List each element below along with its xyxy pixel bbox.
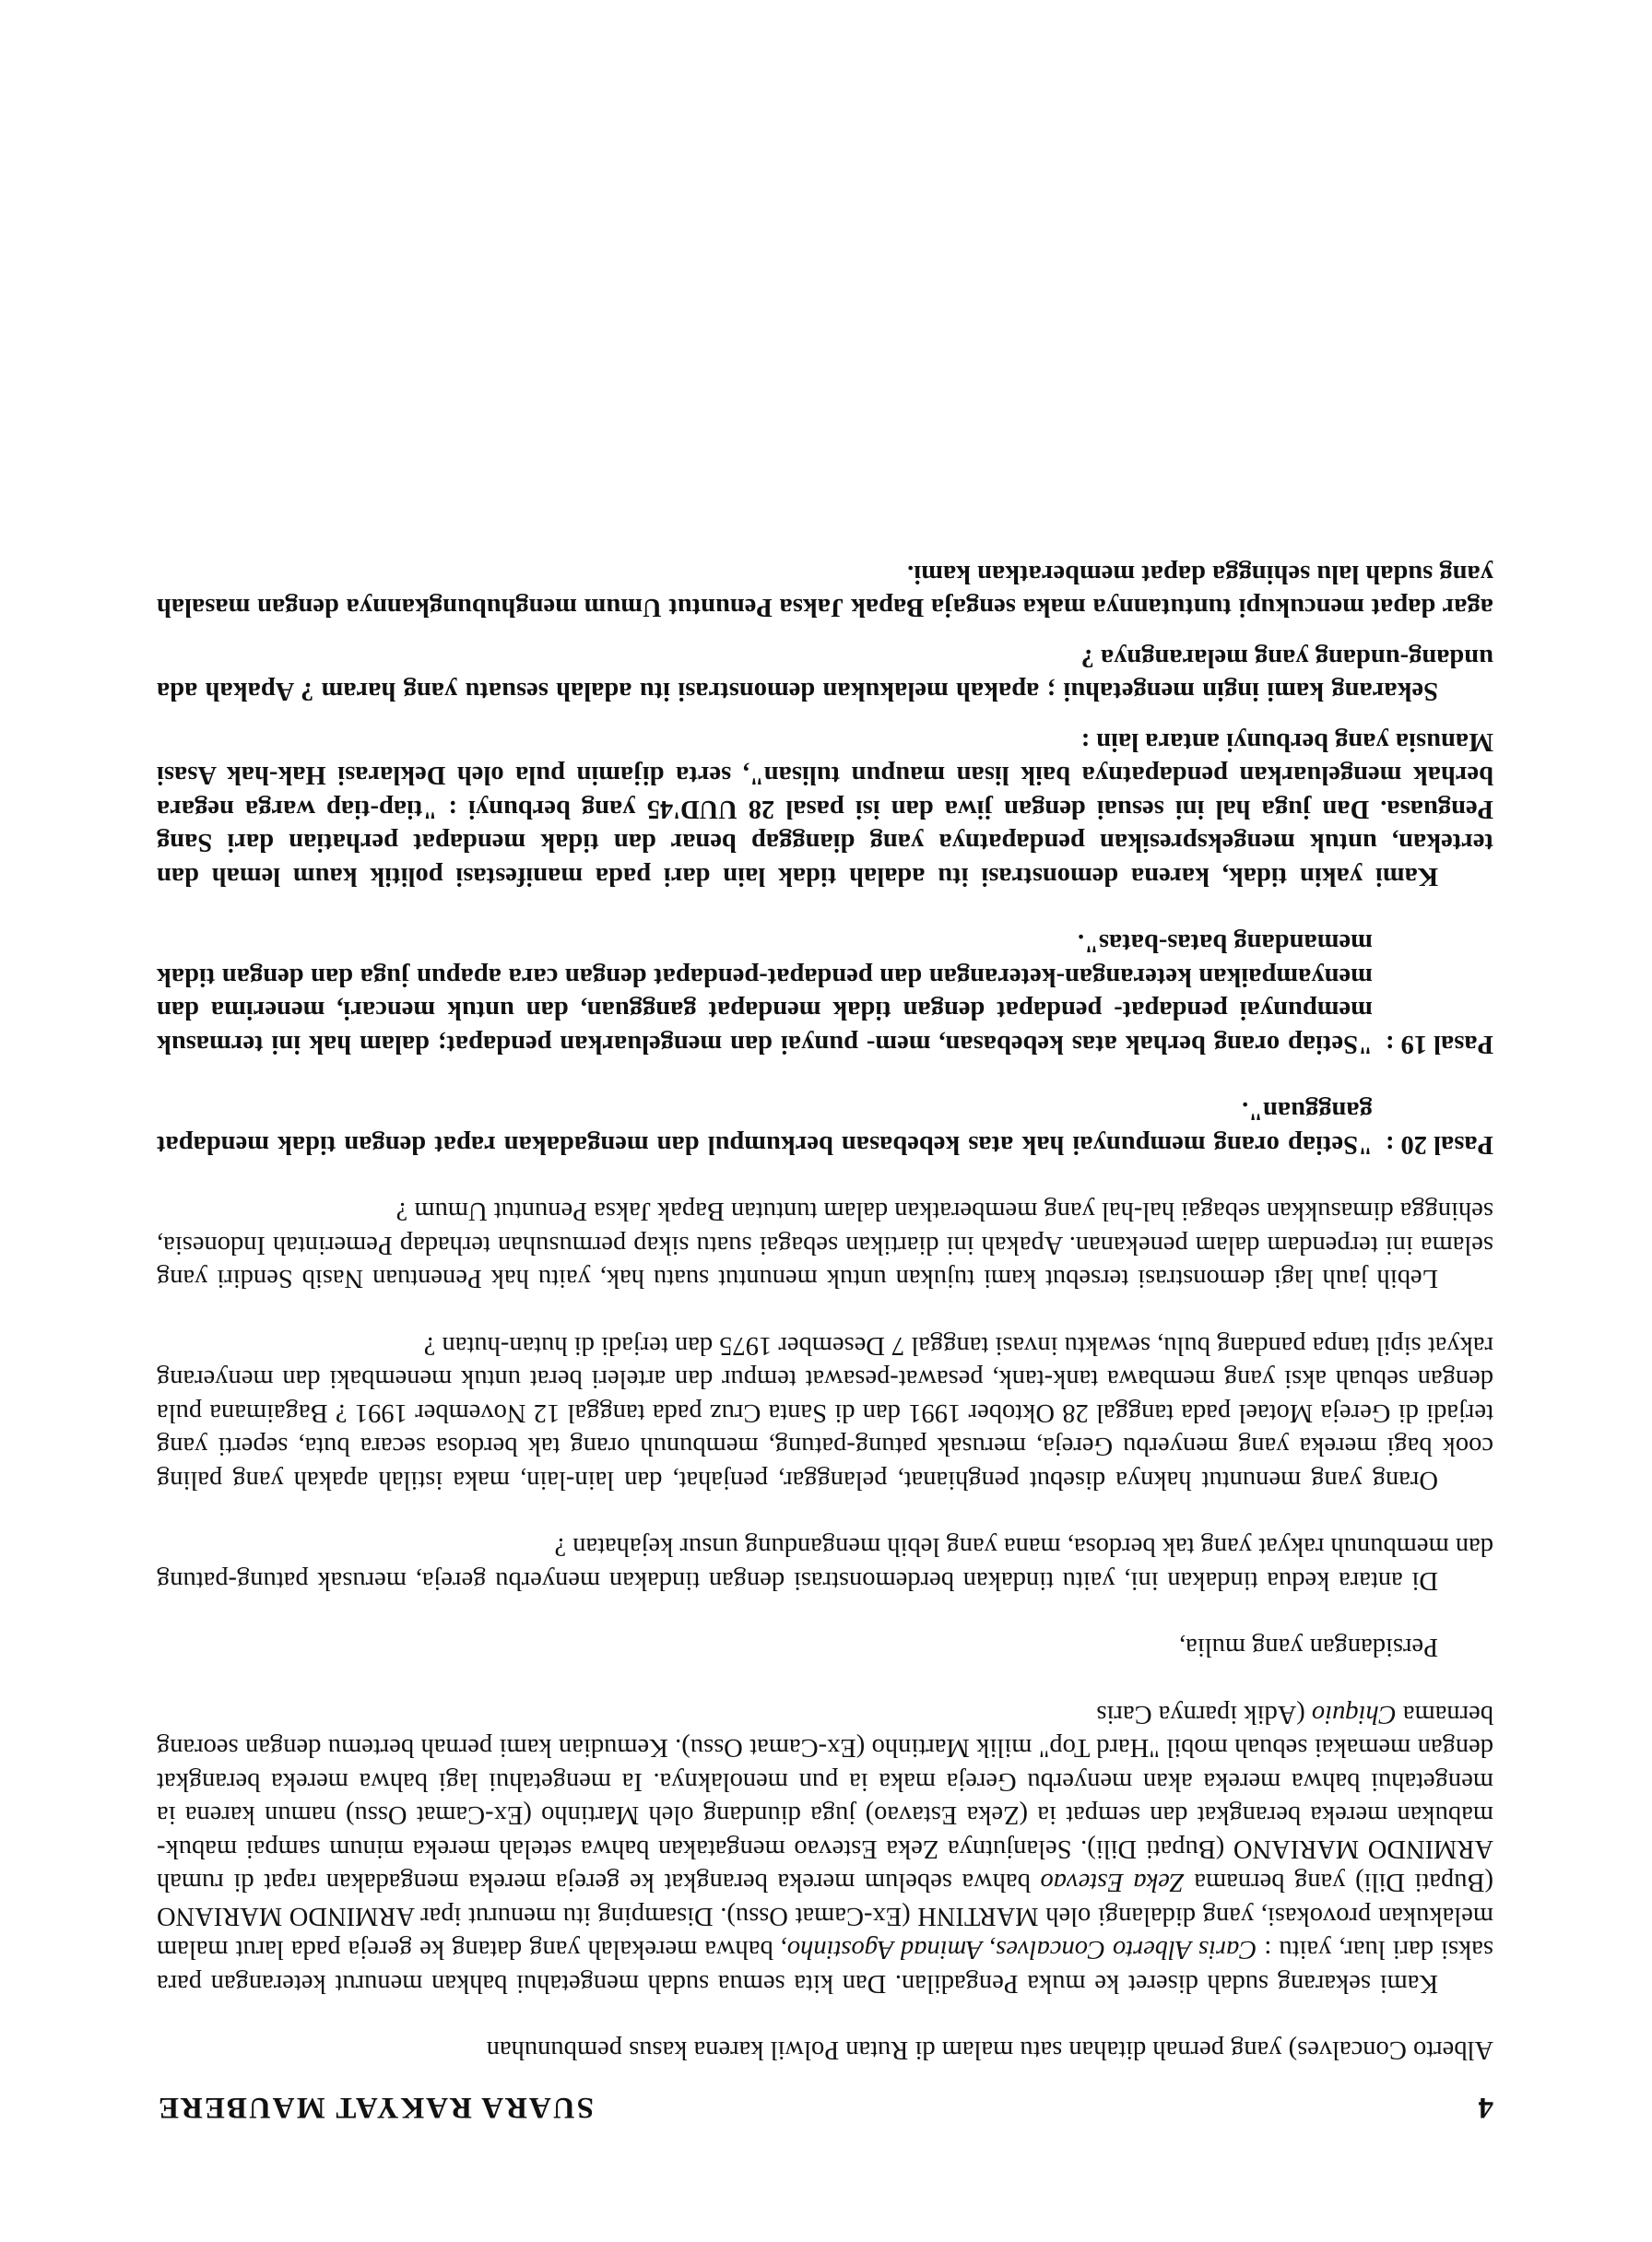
paragraph-text: (Adik iparnya Caris: [1096, 1700, 1305, 1729]
paragraph-text: Kami sekarang sudah diseret ke muka Pengadilan. Dan kita semua sudah mengetahui bahkan menurut keterangan para saksi dari luar, yaitu :: [157, 1935, 1493, 1998]
paragraph-continuation: Alberto Concalves) yang pernah ditahan satu malam di Rutan Polwil karena kasus pembunuhan: [486, 2036, 1493, 2065]
paragraph-text: bahwa sebelum mereka berangkat ke gereja mereka mengadakan rapat di rumah ARMINDO MARIANO (Bupati Dili). Selanjutnya Zeka Estevao mengatakan bahwa setelah mereka minum sampai mabuk-mabukan mereka berangkat dan sempat ia (Zeka Estavao) juga diundang oleh Martinho (Ex-Camat Ossu) namun karena ia mengetahui bahwa mereka akan menyerbu Gereja maka ia pun menolaknya. Ia mengetahui lagi bahwa mereka berangkat dengan memakai sebuah mobil "Hard Top" milik Martinho (Ex-Camat Ossu). Kemudian kami pernah bertemu dengan seorang bernama: [156, 1700, 1493, 1897]
name-chiquio: Chiquio: [1311, 1700, 1397, 1729]
paragraph-question: Sekarang kami ingin mengetahui ; apakah melakukan demonstrasi itu adalah sesuatu yang haram ? Apakah ada undang-undang yang melarangnya ?: [157, 643, 1493, 706]
page-header: [157, 2091, 1493, 2125]
pasal-20: [157, 1093, 1493, 1161]
paragraph-accusation: Orang yang menuntut haknya disebut penghianat, pelanggar, penjahat, dan lain-lain, maka istilah apakah yang paling cook bagi mereka yang menyerbu Gereja, merusak patung-patung, membunuh orang tak berdosa secara buta, seperti yang terjadi di Gereja Motael pada tanggal 28 Oktober 1991 dan di Santa Cruz pada tanggal 12 November 1991 ? Bagaimana pula dengan sebuah aksi yang membawa tank-tank, pesawat-pesawat tempur dan arteleri berat untuk menembaki dan menyerang rakyat sipil tanpa pandang bulu, sewaktu invasi tanggal 7 Desember 1975 dan terjadi di hutan-hutan ?: [157, 1331, 1493, 1494]
paragraph-comparison: Di antara kedua tindakan ini, yaitu tindakan berdemonstrasi dengan tindakan menyerbu gereja, merusak patung-patung dan membunuh rakyat yang tak berdosa, mana yang lebih mengandung unsur kejahatan ?: [157, 1532, 1493, 1595]
paragraph-witness-testimony: [157, 1697, 1493, 2000]
pasal-label: Pasal 20 :: [1385, 1130, 1493, 1159]
paragraph-opening: agar dapat mencukupi tuntutannya maka sengaja Bapak Jaksa Penuntut Umum menghubungkannya dengan masalah yang sudah lalu sehingga dapat memberatkan kami.: [157, 560, 1493, 622]
paragraph-manifestation: Kami yakin tidak, karena demonstrasi itu adalah tidak lain dari pada manifestasi politik kaum lemah dan tertekan, untuk mengekspresikan pendapatnya yang dianggap benar dan tidak mendapat perhatian dari Sang Penguasa. Dan juga hal ini sesuai dengan jiwa dan isi pasal 28 UUD'45 yang berbunyi : "tiap-tiap warga negara berhak mengeluarkan pendapatnya baik lisan maupun tulisan", serta dijamin pula oleh Deklarasi Hak-hak Asasi Manusia yang berbunyi antara lain :: [157, 727, 1493, 891]
page-content: [157, 557, 1493, 2125]
paragraph-address: Persidangan yang mulia,: [1179, 1633, 1438, 1662]
paragraph-self-determination: Lebih jauh lagi demonstrasi tersebut kami tujukan untuk menuntut suatu hak, yaitu hak Penentuan Nasib Sendiri yang selama ini terpendam dalam penekanan. Apakah ini diartikan sebagai suatu sikap permusuhan terhadap Pemerintah Indonesia, sehingga dimasukkan sebagai hal-hal yang memberatkan dalam tuntutan Bapak Jaksa Penuntut Umum ?: [157, 1197, 1493, 1293]
name-zeka-estevao: Zeka Estevao: [1040, 1868, 1185, 1897]
paragraph-text: bahwa merekalah yang datang ke gereja pada larut malam melakukan provokasi, yang didalangi oleh MARTINH (Ex-Camat Ossu). Disamping itu menurut ipar ARMINDO MARIANO (Bupati Dili) yang bernama: [156, 1868, 1493, 1965]
pasal-19: [157, 926, 1493, 1060]
page-number: 4: [1476, 2091, 1493, 2124]
witness-names: Caris Alberto Concalves, Aminad Agostinho,: [780, 1935, 1257, 1965]
pasal-text: "Setiap orang berhak atas kebebasan, mem- punyai dan mengeluarkan pendapat; dalam hak ini termasuk mempunyai pendapat- pendapat dengan tidak mendapat gangguan, dan untuk mencari, menerima dan menyampaikan keterangan-keterangan dan pendapat-pendapat dengan cara apapun juga dan dengan tidak memandang batas-batas".: [157, 928, 1373, 1058]
publication-title: SUARA RAKYAT MAUBERE: [157, 2091, 594, 2124]
pasal-text: "Setiap orang mempunyai hak atas kebebasan berkumpul dan mengadakan rapat dengan tidak mendapat gangguan".: [157, 1096, 1373, 1159]
pasal-label: Pasal 19 :: [1385, 1030, 1493, 1058]
